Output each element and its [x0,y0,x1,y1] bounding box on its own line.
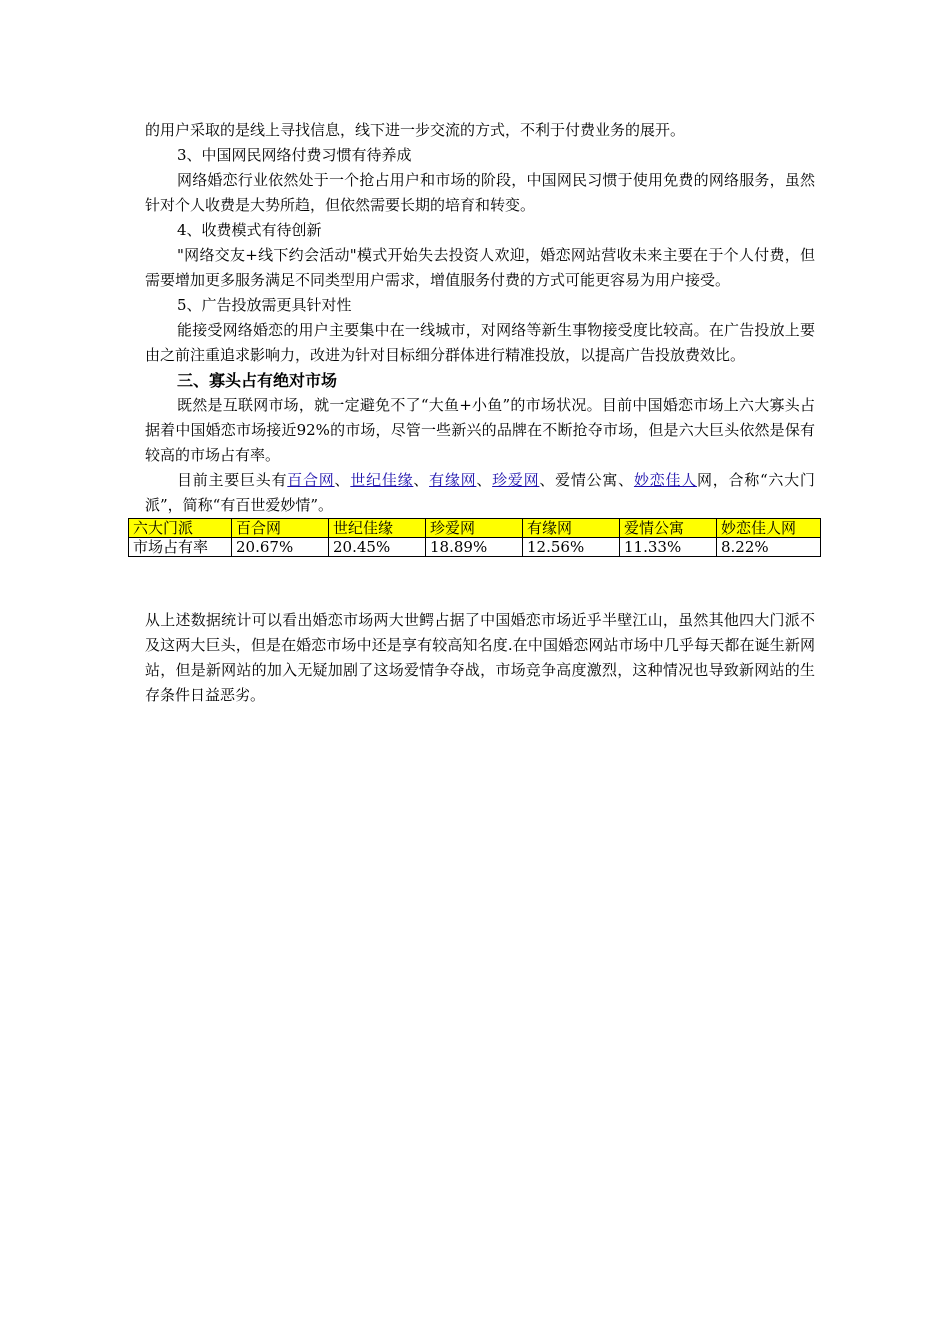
table-header-cell: 爱情公寓 [620,519,717,538]
table-header-cell: 珍爱网 [426,519,523,538]
link-zhenai[interactable]: 珍爱网 [492,471,540,489]
table-header-row [129,519,821,538]
item-3-title: 3、中国网民网络付费习惯有待养成 [177,146,412,164]
separator: 、 [334,471,351,489]
section-paragraph-1: 既然是互联网市场，就一定避免不了“大鱼+小鱼”的市场状况。目前中国婚恋市场上六大寡头占据着中国婚恋市场接近92%的市场，尽管一些新兴的品牌在不断抢夺市场，但是六大巨头依然是保有较高的市场占有率。 [145,396,815,464]
document-page [133,118,815,708]
section-paragraph-2 [145,468,815,518]
table-header-cell: 百合网 [232,519,329,538]
giants-suffix: 网，合称“六大门派”，简称“有百世爱妙情”。 [145,471,815,514]
market-share-table [128,518,821,557]
item-3-body: 网络婚恋行业依然处于一个抢占用户和市场的阶段，中国网民习惯于使用免费的网络服务，虽然针对个人收费是大势所趋，但依然需要长期的培育和转变。 [145,171,815,214]
link-jiayuan[interactable]: 世纪佳缘 [350,471,414,489]
section-heading: 三、寡头占有绝对市场 [177,371,338,390]
item-4-body: "网络交友+线下约会活动"模式开始失去投资人欢迎，婚恋网站营收未来主要在于个人付费，但需要增加更多服务满足不同类型用户需求，增值服务付费的方式可能更容易为用户接受。 [145,246,815,289]
table-header-cell: 世纪佳缘 [329,519,426,538]
giants-prefix: 目前主要巨头有 [177,471,288,489]
separator: 、 [476,471,493,489]
table-row-label: 市场占有率 [129,538,232,557]
separator: 、 [413,471,430,489]
item-5-body: 能接受网络婚恋的用户主要集中在一线城市，对网络等新生事物接受度比较高。在广告投放上要由之前注重追求影响力，改进为针对目标细分群体进行精准投放，以提高广告投放费效比。 [145,321,815,364]
table-cell: 20.45% [329,538,426,557]
table-cell: 8.22% [717,538,821,557]
table-cell: 18.89% [426,538,523,557]
giants-middle: 、爱情公寓、 [539,471,634,489]
table-header-cell: 妙恋佳人网 [717,519,821,538]
table-header-cell: 有缘网 [523,519,620,538]
table-header-label: 六大门派 [129,519,232,538]
link-miaolian[interactable]: 妙恋佳人 [633,471,697,489]
table-cell: 11.33% [620,538,717,557]
item-5-title: 5、广告投放需更具针对性 [177,296,352,314]
link-youyuan[interactable]: 有缘网 [429,471,477,489]
closing-paragraph: 从上述数据统计可以看出婚恋市场两大世鳄占据了中国婚恋市场近乎半壁江山，虽然其他四大门派不及这两大巨头，但是在婚恋市场中还是享有较高知名度.在中国婚恋网站市场中几乎每天都在诞生新网站，但是新网站的加入无疑加剧了这场爱情争夺战，市场竞争高度激烈，这种情况也导致新网站的生存条件日益恶劣。 [145,611,815,704]
table-cell: 12.56% [523,538,620,557]
item-4-title: 4、收费模式有待创新 [177,221,322,239]
table-cell: 20.67% [232,538,329,557]
paragraph-continuation: 的用户采取的是线上寻找信息，线下进一步交流的方式，不利于付费业务的展开。 [145,121,686,139]
table-row [129,538,821,557]
link-baihe[interactable]: 百合网 [287,471,335,489]
